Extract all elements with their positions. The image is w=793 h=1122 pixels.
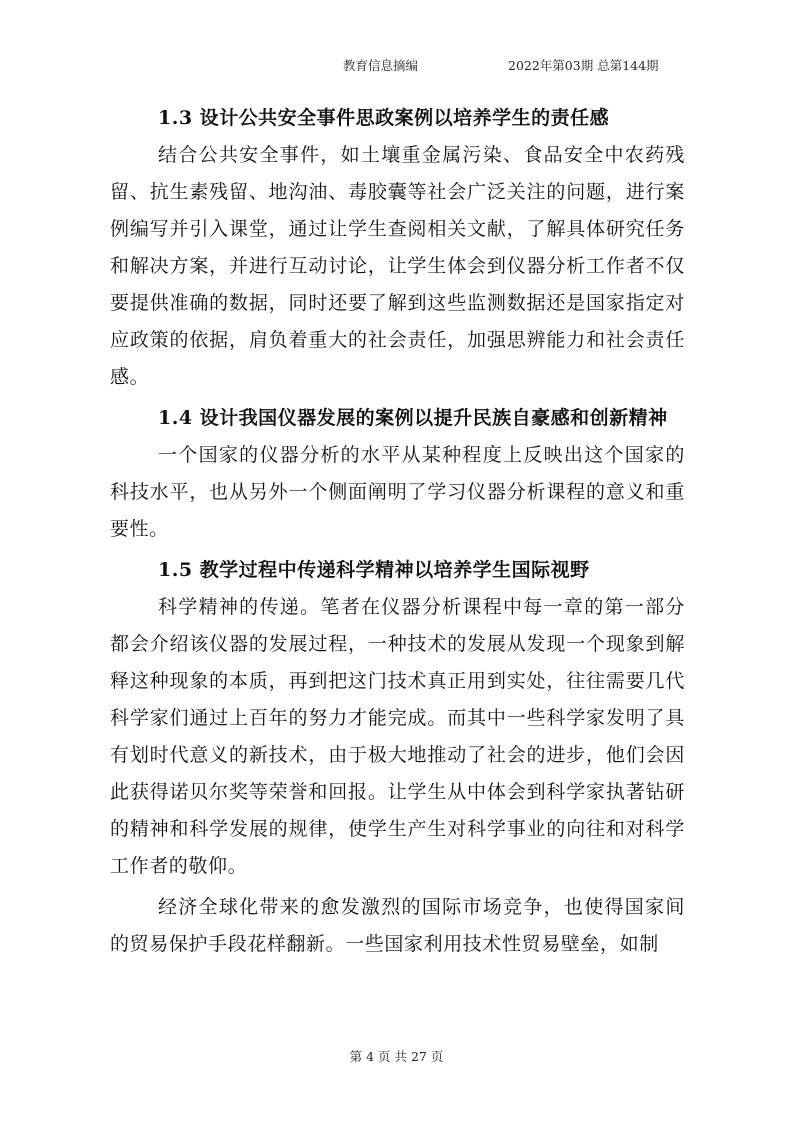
section-1-3-paragraph: 结合公共安全事件，如土壤重金属污染、食品安全中农药残留、抗生素残留、地沟油、毒胶囊等社会广泛关注的问题，进行案例编写并引入课堂，通过让学生查阅相关文献，了解具体研究任务和解决方案，并进行互动讨论，让学生体会到仪器分析工作者不仅要提供准确的数据，同时还要了解到这些监测数据还是国家指定对应政策的依据，肩负着重大的社会责任，加强思辨能力和社会责任感。 (110, 144, 685, 388)
section-1-5-paragraph-2: 经济全球化带来的愈发激烈的国际市场竞争，也使得国家间的贸易保护手段花样翻新。一些国家利用技术性贸易壁垒，如制 (110, 896, 685, 955)
journal-name: 教育信息摘编 (343, 58, 419, 73)
document-body (110, 100, 685, 963)
section-heading-1-5: 1.5 教学过程中传递科学精神以培养学生国际视野 (158, 559, 590, 581)
page-footer: 第 4 页 共 27 页 (349, 1049, 444, 1064)
page-header (0, 56, 793, 74)
section-heading-1-4: 1.4 设计我国仪器发展的案例以提升民族自豪感和创新精神 (158, 407, 668, 429)
section-1-4-paragraph: 一个国家的仪器分析的水平从某种程度上反映出这个国家的科技水平，也从另外一个侧面阐明了学习仪器分析课程的意义和重要性。 (110, 444, 685, 540)
section-1-5-paragraph-1: 科学精神的传递。笔者在仪器分析课程中每一章的第一部分都会介绍该仪器的发展过程，一种技术的发展从发现一个现象到解释这种现象的本质，再到把这门技术真正用到实处，往往需要几代科学家们通过上百年的努力才能完成。而其中一些科学家发明了具有划时代意义的新技术，由于极大地推动了社会的进步，他们会因此获得诺贝尔奖等荣誉和回报。让学生从中体会到科学家执著钻研的精神和科学发展的规律，使学生产生对科学事业的向往和对科学工作者的敬仰。 (110, 596, 685, 877)
section-heading-1-3: 1.3 设计公共安全事件思政案例以培养学生的责任感 (158, 107, 610, 129)
issue-number: 2022年第03期 总第144期 (508, 58, 659, 73)
